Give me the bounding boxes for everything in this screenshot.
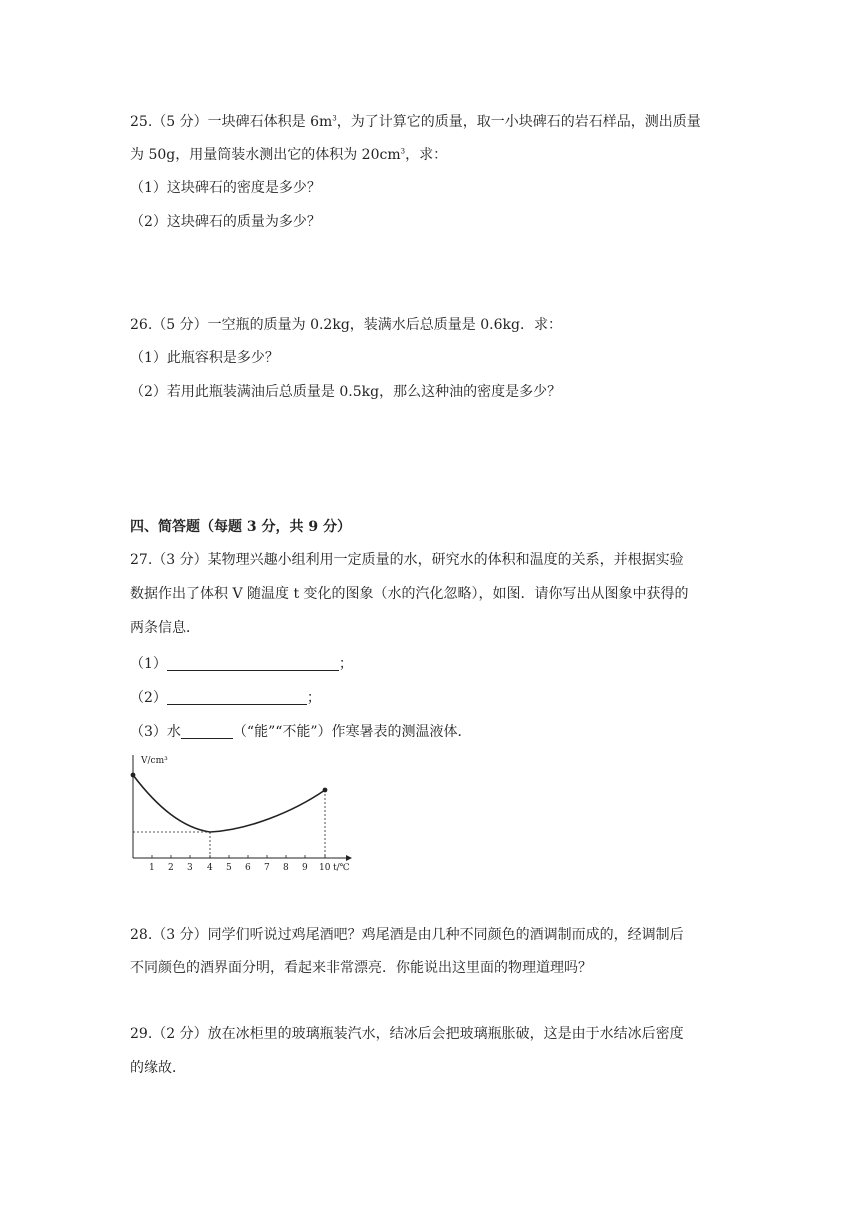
tick-label-8: 8	[283, 863, 289, 873]
q27-sub1-suffix: ；	[338, 656, 353, 672]
curve-start-point	[131, 773, 136, 778]
q25-sub2: （2）这块碑石的质量为多少？	[130, 214, 321, 230]
q26-sub2: （2）若用此瓶装满油后总质量是 0.5kg，那么这种油的密度是多少？	[130, 384, 562, 400]
y-axis-label: V/cm³	[141, 756, 168, 766]
q25-line1-text-a: 25.（5 分）一块碑石体积是 6m	[130, 114, 333, 130]
tick-label-4: 4	[207, 863, 213, 873]
q27-line1: 27.（3 分）某物理兴趣小组利用一定质量的水，研究水的体积和温度的关系，并根据实验	[130, 552, 684, 568]
volume-curve	[133, 775, 325, 832]
tick-label-6: 6	[245, 863, 251, 873]
q27-line3: 两条信息．	[130, 620, 200, 636]
q26-line1: 26.（5 分）一空瓶的质量为 0.2kg，装满水后总质量是 0.6kg．求：	[130, 317, 562, 333]
tick-label-5: 5	[226, 863, 232, 873]
q27-sub2-suffix: ；	[306, 690, 321, 706]
tick-label-1: 1	[149, 863, 155, 873]
q25-line2-sup: 3	[400, 147, 406, 156]
q26-sub1: （1）此瓶容积是多少？	[130, 350, 279, 366]
section-heading: 四、简答题（每题 3 分，共 9 分）	[130, 519, 351, 535]
q25-line1	[130, 112, 701, 132]
q29-line2: 的缘故．	[130, 1060, 186, 1076]
q25-line1-text-b: ，为了计算它的质量，取一小块碑石的岩石样品，测出质量	[336, 114, 701, 130]
x-axis-label: t/℃	[333, 863, 350, 873]
tick-label-7: 7	[264, 863, 270, 873]
tick-label-10: 10	[319, 863, 331, 873]
q27-sub1	[130, 654, 353, 674]
q25-line2-text-b: ，求：	[405, 147, 448, 163]
q28-line1: 28.（3 分）同学们听说过鸡尾酒吧？鸡尾酒是由几种不同颜色的酒调制而成的，经调制后	[130, 927, 684, 943]
q25-line2	[130, 145, 447, 165]
tick-label-3: 3	[187, 863, 193, 873]
volume-temperature-graph	[128, 752, 358, 876]
tick-label-2: 2	[168, 863, 174, 873]
q27-sub1-prefix: （1）	[130, 656, 167, 672]
q25-line1-sup: 3	[332, 114, 337, 123]
tick-label-9: 9	[302, 863, 308, 873]
q27-line2: 数据作出了体积 V 随温度 t 变化的图象（水的汽化忽略），如图．请你写出从图象中获得的	[130, 586, 689, 602]
answer-blank-1[interactable]	[167, 656, 339, 671]
q25-line2-text-a: 为 50g，用量筒装水测出它的体积为 20cm	[130, 147, 401, 163]
q27-sub3-suffix: （“能”“不能”）作寒暑表的测温液体．	[232, 724, 472, 740]
q27-sub2	[130, 688, 321, 708]
q27-sub3-prefix: （3）水	[130, 724, 181, 740]
q27-sub2-prefix: （2）	[130, 690, 167, 706]
q27-sub3	[130, 722, 472, 742]
q29-line1: 29.（2 分）放在冰柜里的玻璃瓶装汽水，结冰后会把玻璃瓶胀破，这是由于水结冰后密度	[130, 1026, 684, 1042]
answer-blank-3[interactable]	[181, 724, 233, 739]
x-axis-arrow	[346, 855, 352, 861]
q28-line2: 不同颜色的酒界面分明，看起来非常漂亮．你能说出这里面的物理道理吗？	[130, 960, 592, 976]
answer-blank-2[interactable]	[167, 690, 307, 705]
q25-sub1: （1）这块碑石的密度是多少？	[130, 180, 321, 196]
